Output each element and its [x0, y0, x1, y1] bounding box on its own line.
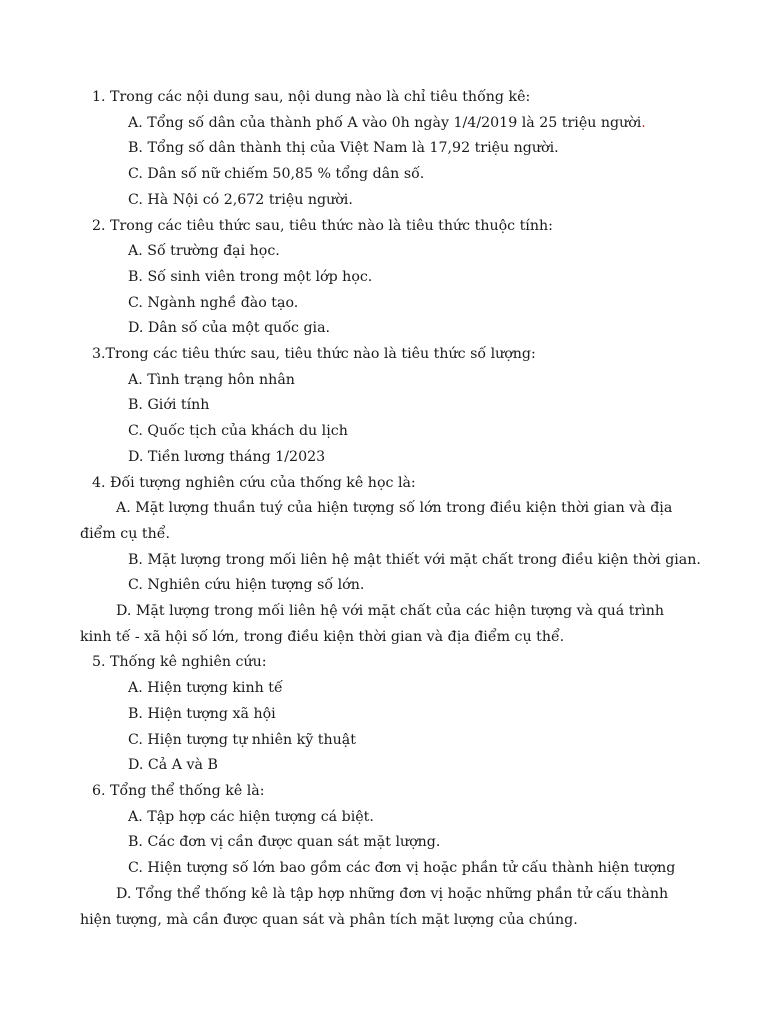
- question-5-option-d: D. Cả A và B: [128, 757, 218, 774]
- question-3-option-c: C. Quốc tịch của khách du lịch: [128, 423, 348, 440]
- question-3: [92, 342, 682, 471]
- question-1-option-c: C. Dân số nữ chiếm 50,85 % tổng dân số.: [128, 166, 425, 183]
- question-2-option-a: A. Số trường đại học.: [128, 243, 280, 260]
- question-6: [80, 779, 682, 933]
- question-4-text: 4. Đối tượng nghiên cứu của thống kê học là:: [92, 474, 416, 491]
- question-4-option-d: D. Mặt lượng trong mối liên hệ với mặt chất của các hiện tượng và quá trình kinh tế - xã hội số lớn, trong điều kiện thời gian và địa điểm cụ thể.: [80, 603, 665, 645]
- question-4-option-c: C. Nghiên cứu hiện tượng số lớn.: [128, 577, 365, 594]
- question-4: [80, 471, 701, 651]
- question-6-text: 6. Tổng thể thống kê là:: [92, 782, 265, 799]
- question-2-option-b: B. Số sinh viên trong một lớp học.: [128, 268, 373, 285]
- question-list: [80, 85, 701, 933]
- question-1-option-a: [92, 111, 682, 137]
- question-6-option-c: C. Hiện tượng số lớn bao gồm các đơn vị hoặc phần tử cấu thành hiện tượng: [128, 860, 676, 877]
- question-3-option-d: D. Tiền lương tháng 1/2023: [128, 448, 326, 465]
- question-4-option-a: A. Mặt lượng thuần tuý của hiện tượng số lớn trong điều kiện thời gian và địa điểm cụ thể.: [80, 500, 673, 542]
- question-5-text: 5. Thống kê nghiên cứu:: [92, 654, 267, 671]
- question-1-option-a-text: A. Tổng số dân của thành phố A vào 0h ngày 1/4/2019 là 25 triệu người: [128, 114, 642, 131]
- question-6-option-b: B. Các đơn vị cần được quan sát mặt lượng.: [128, 834, 441, 851]
- question-2: [92, 214, 682, 343]
- question-5-option-b: B. Hiện tượng xã hội: [128, 705, 276, 722]
- question-3-option-b: B. Giới tính: [128, 397, 210, 414]
- question-4-option-b: B. Mặt lượng trong mối liên hệ mật thiết với mặt chất trong điều kiện thời gian.: [128, 551, 701, 568]
- question-1-option-c2: C. Hà Nội có 2,672 triệu người.: [128, 191, 353, 208]
- question-1-option-a-mark: .: [641, 114, 646, 131]
- question-5-option-a: A. Hiện tượng kinh tế: [128, 680, 283, 697]
- question-1: [92, 85, 682, 214]
- question-1-text: 1. Trong các nội dung sau, nội dung nào là chỉ tiêu thống kê:: [92, 89, 531, 105]
- question-3-option-a: A. Tình trạng hôn nhân: [128, 371, 295, 388]
- question-5-option-c: C. Hiện tượng tự nhiên kỹ thuật: [128, 731, 356, 748]
- question-6-option-a: A. Tập hợp các hiện tượng cá biệt.: [128, 808, 374, 825]
- question-2-option-c: C. Ngành nghề đào tạo.: [128, 294, 299, 311]
- question-2-text: 2. Trong các tiêu thức sau, tiêu thức nào là tiêu thức thuộc tính:: [92, 217, 553, 234]
- question-6-option-d: D. Tổng thể thống kê là tập hợp những đơn vị hoặc những phần tử cấu thành hiện tượng, mà cần được quan sát và phân tích mặt lượng của chúng.: [80, 885, 669, 928]
- question-1-option-b: B. Tổng số dân thành thị của Việt Nam là 17,92 triệu người.: [128, 140, 559, 157]
- question-3-text: 3.Trong các tiêu thức sau, tiêu thức nào là tiêu thức số lượng:: [92, 346, 536, 363]
- question-5: [92, 650, 682, 779]
- question-2-option-d: D. Dân số của một quốc gia.: [128, 320, 331, 337]
